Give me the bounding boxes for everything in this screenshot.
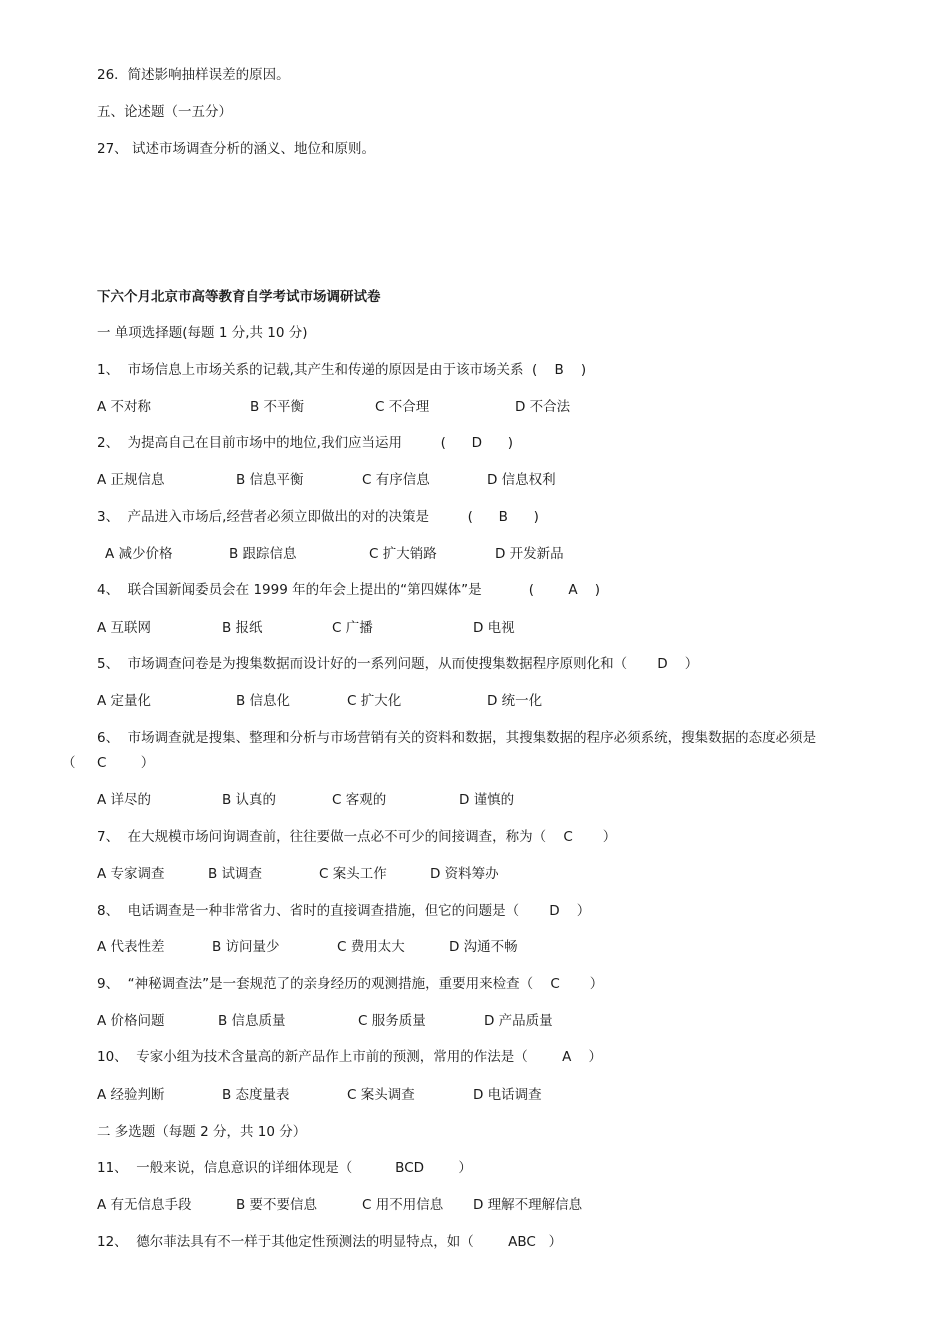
question-2-options (97, 471, 917, 489)
option-a: A 正规信息 (97, 472, 165, 488)
option-a: A 经验判断 (97, 1087, 165, 1103)
option-b: B 要不要信息 (236, 1197, 318, 1213)
option-a: A 互联网 (97, 620, 152, 636)
section-1-heading: 一 单项选择题(每题 1 分,共 10 分) (97, 325, 308, 341)
option-b: B 信息平衡 (236, 472, 304, 488)
option-a: A 价格问题 (97, 1013, 165, 1029)
option-d: D 电视 (473, 620, 515, 636)
option-d: D 信息权利 (487, 472, 556, 488)
option-c: C 服务质量 (358, 1013, 426, 1029)
option-d: D 资料筹办 (430, 866, 499, 882)
option-d: D 电话调查 (473, 1087, 542, 1103)
question-6-options (97, 791, 917, 809)
question-2: 2、 为提高自己在目前市场中的地位,我们应当运用 ( D ) (97, 435, 514, 451)
option-a: A 专家调查 (97, 866, 165, 882)
option-b: B 信息质量 (218, 1013, 286, 1029)
option-c: C 用不用信息 (362, 1197, 444, 1213)
question-7: 7、 在大规模市场问询调查前，往往要做一点必不可少的间接调查，称为（ C ） (97, 829, 617, 845)
section-2-heading: 二 多选题（每题 2 分，共 10 分） (97, 1124, 307, 1140)
question-8: 8、 电话调查是一种非常省力、省时的直接调查措施，但它的问题是（ D ） (97, 903, 591, 919)
question-3-options (97, 545, 917, 563)
question-4: 4、 联合国新闻委员会在 1999 年的年会上提出的“第四媒体”是 ( A ) (97, 582, 601, 598)
option-b: B 不平衡 (250, 399, 305, 415)
option-c: C 费用太大 (337, 939, 405, 955)
option-c: C 案头工作 (319, 866, 387, 882)
option-a: A 不对称 (97, 399, 152, 415)
question-5: 5、 市场调查问卷是为搜集数据而设计好的一系列问题，从而使搜集数据程序原则化和（ D ） (97, 656, 699, 672)
question-11-options (97, 1196, 917, 1214)
option-c: C 有序信息 (362, 472, 430, 488)
question-9: 9、 “神秘调查法”是一套规范了的亲身经历的观测措施，重要用来检查（ C ） (97, 976, 604, 992)
option-a: A 减少价格 (105, 546, 173, 562)
option-d: D 不合法 (515, 399, 571, 415)
option-b: B 态度量表 (222, 1087, 290, 1103)
question-1-options (97, 398, 917, 416)
question-12: 12、 德尔菲法具有不一样于其他定性预测法的明显特点，如（ ABC ） (97, 1234, 563, 1250)
question-4-options (97, 619, 917, 637)
option-a: A 定量化 (97, 693, 152, 709)
option-b: B 认真的 (222, 792, 277, 808)
question-5-options (97, 692, 917, 710)
option-b: B 试调查 (208, 866, 263, 882)
question-8-options (97, 938, 917, 956)
question-9-options (97, 1012, 917, 1030)
option-c: C 客观的 (332, 792, 387, 808)
option-a: A 详尽的 (97, 792, 152, 808)
option-d: D 沟通不畅 (449, 939, 518, 955)
option-d: D 谨慎的 (459, 792, 515, 808)
option-a: A 代表性差 (97, 939, 165, 955)
option-b: B 访问量少 (212, 939, 280, 955)
option-c: C 扩大销路 (369, 546, 437, 562)
option-d: D 理解不理解信息 (473, 1197, 583, 1213)
option-b: B 报纸 (222, 620, 263, 636)
option-d: D 开发新品 (495, 546, 564, 562)
option-b: B 跟踪信息 (229, 546, 297, 562)
option-c: C 案头调查 (347, 1087, 415, 1103)
option-d: D 产品质量 (484, 1013, 553, 1029)
question-6: 6、 市场调查就是搜集、整理和分析与市场营销有关的资料和数据，其搜集数据的程序必须系统，搜集数据的态度必须是 (97, 730, 817, 746)
option-c: C 广播 (332, 620, 373, 636)
exam-title: 下六个月北京市高等教育自学考试市场调研试卷 (97, 289, 381, 305)
question-1: 1、 市场信息上市场关系的记载,其产生和传递的原因是由于该市场关系 ( B ) (97, 362, 587, 378)
option-b: B 信息化 (236, 693, 291, 709)
question-7-options (97, 865, 917, 883)
question-10: 10、 专家小组为技术含量高的新产品作上市前的预测，常用的作法是（ A ） (97, 1049, 602, 1065)
question-26: 26．简述影响抽样误差的原因。 (97, 67, 290, 83)
option-a: A 有无信息手段 (97, 1197, 192, 1213)
option-d: D 统一化 (487, 693, 543, 709)
question-27: 27、 试述市场调查分析的涵义、地位和原则。 (97, 141, 375, 157)
question-11: 11、 一般来说，信息意识的详细体现是（ BCD ） (97, 1160, 472, 1176)
option-c: C 扩大化 (347, 693, 402, 709)
question-6-answer: （ C ） (62, 755, 155, 771)
section-5-heading: 五、论述题（一五分） (97, 104, 232, 120)
question-3: 3、 产品进入市场后,经营者必须立即做出的对的决策是 ( B ) (97, 509, 539, 525)
option-c: C 不合理 (375, 399, 430, 415)
question-10-options (97, 1086, 917, 1104)
